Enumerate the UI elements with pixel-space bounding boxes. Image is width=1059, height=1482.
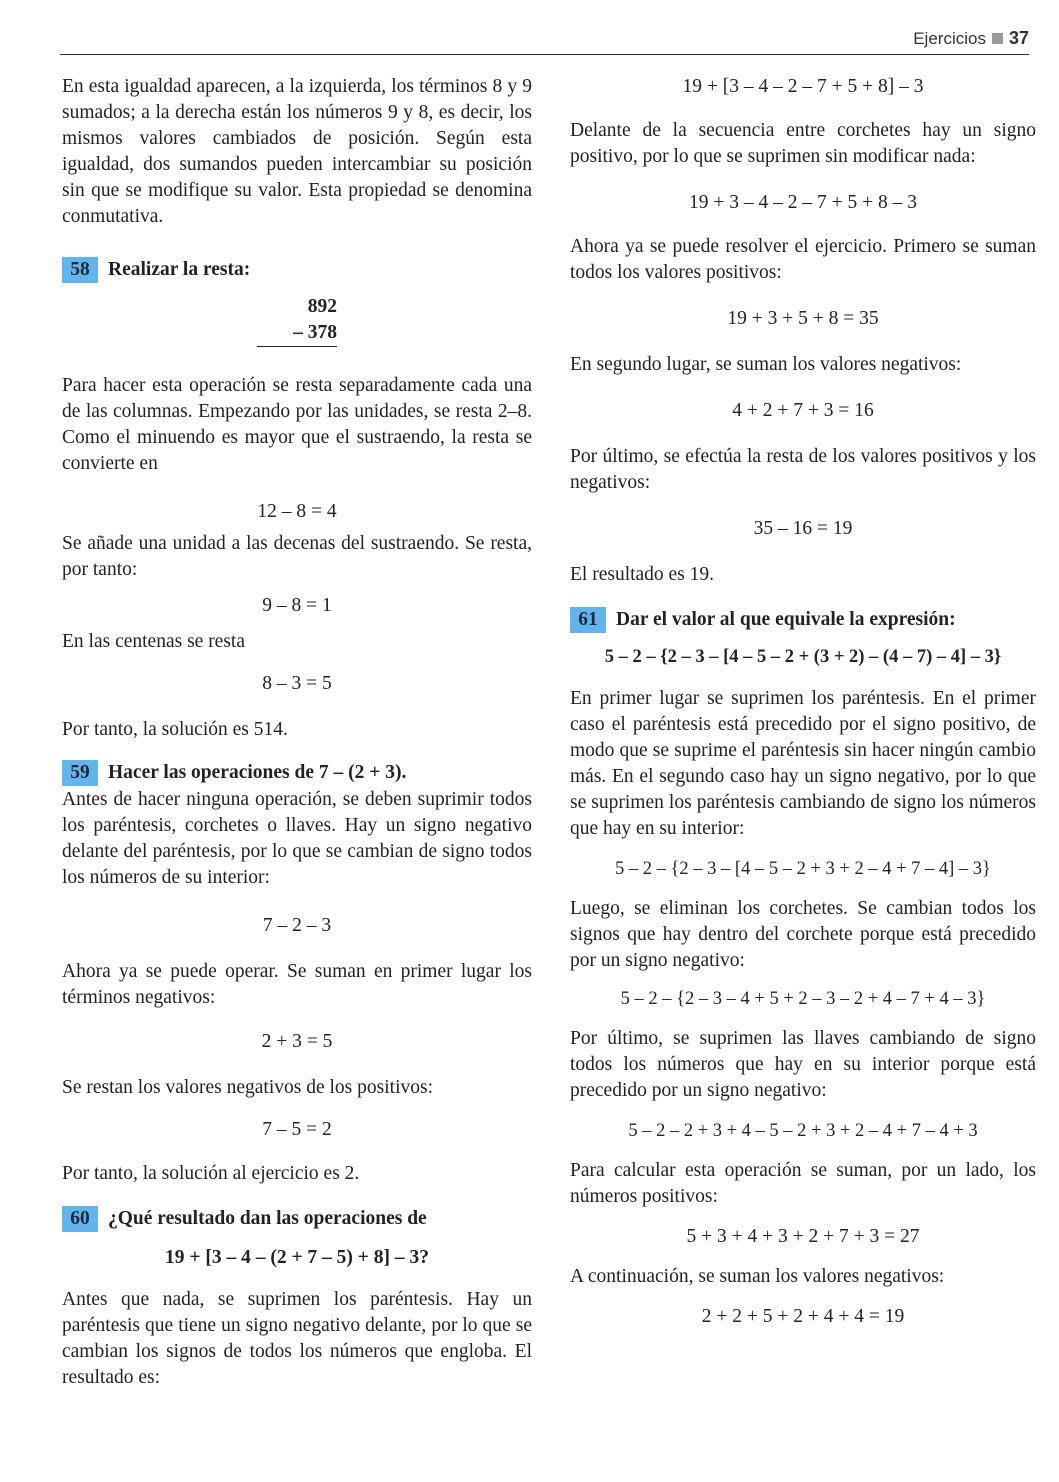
- exercise-expression: 5 – 2 – {2 – 3 – [4 – 5 – 2 + (3 + 2) – (4 – 7) – 4] – 3}: [604, 647, 1002, 667]
- exercise-59-title: [62, 759, 532, 787]
- equation: 19 + 3 – 4 – 2 – 7 + 5 + 8 – 3: [689, 192, 917, 213]
- exercise-number-badge: 61: [570, 607, 606, 633]
- header-label: [913, 28, 1029, 49]
- square-icon: [992, 33, 1003, 44]
- equation: 5 – 2 – {2 – 3 – 4 + 5 + 2 – 3 – 2 + 4 – 7 + 4 – 3}: [620, 989, 986, 1009]
- equation: 5 – 2 – 2 + 3 + 4 – 5 – 2 + 3 + 2 – 4 + 7 – 4 + 3: [628, 1121, 978, 1141]
- equation: 8 – 3 = 5: [262, 673, 332, 694]
- equation: 19 + 3 + 5 + 8 = 35: [727, 308, 879, 329]
- page-header: [60, 24, 1029, 55]
- paragraph: Antes de hacer ninguna operación, se deben suprimir todos los paréntesis, corchetes o llaves. Hay un signo negativo delante del paréntesis, por lo que se cambian de signo todos los números de su interior:: [62, 789, 532, 888]
- exercise-title-text: Realizar la resta:: [108, 259, 251, 280]
- paragraph: Luego, se eliminan los corchetes. Se cambian todos los signos que hay dentro del corchete porque está precedido por un signo negativo:: [570, 898, 1036, 971]
- exercise-number-badge: 60: [62, 1206, 98, 1232]
- paragraph: Delante de la secuencia entre corchetes hay un signo positivo, por lo que se suprimen sin modificar nada:: [570, 120, 1036, 167]
- equation: 7 – 5 = 2: [262, 1119, 332, 1140]
- equation: 35 – 16 = 19: [753, 518, 853, 539]
- exercise-number-badge: 58: [62, 257, 98, 283]
- right-column: [570, 74, 1036, 1330]
- equation: 19 + [3 – 4 – 2 – 7 + 5 + 8] – 3: [682, 76, 924, 97]
- paragraph: Ahora ya se puede resolver el ejercicio. Primero se suman todos los valores positivos:: [570, 236, 1036, 283]
- paragraph: El resultado es 19.: [570, 564, 715, 585]
- subtrahend: – 378: [257, 320, 337, 347]
- paragraph: Para calcular esta operación se suman, por un lado, los números positivos:: [570, 1160, 1036, 1207]
- exercise-61-title: [570, 606, 1036, 634]
- intro-paragraph: En esta igualdad aparecen, a la izquierda, los términos 8 y 9 sumados; a la derecha están los números 9 y 8, es decir, los mismos valores cambiados de posición. Según esta igualdad, dos sumandos pueden intercambiar su posición sin que se modifique su valor. Esta propiedad se denomina conmutativa.: [62, 76, 532, 227]
- equation: 5 + 3 + 4 + 3 + 2 + 7 + 3 = 27: [686, 1226, 920, 1247]
- paragraph: En segundo lugar, se suman los valores negativos:: [570, 354, 962, 375]
- exercise-title-text: ¿Qué resultado dan las operaciones de: [108, 1208, 427, 1229]
- minuend: 892: [307, 296, 337, 317]
- paragraph: Se añade una unidad a las decenas del sustraendo. Se resta, por tanto:: [62, 533, 532, 580]
- page-number: 37: [1008, 28, 1029, 48]
- equation: 12 – 8 = 4: [257, 501, 337, 522]
- paragraph: En las centenas se resta: [62, 631, 246, 652]
- paragraph: En primer lugar se suprimen los paréntesis. En el primer caso el paréntesis está precedido por el signo positivo, de modo que se suprime el paréntesis sin hacer ningún cambio más. En el segundo caso hay un signo negativo, por lo que se suprimen los paréntesis cambiando de signo los números que hay en su interior:: [570, 688, 1036, 839]
- exercise-title-text: Dar el valor al que equivale la expresión:: [616, 609, 956, 630]
- equation: 4 + 2 + 7 + 3 = 16: [732, 400, 874, 421]
- paragraph: Por último, se suprimen las llaves cambiando de signo todos los números que hay en su interior porque está precedido por un signo negativo:: [570, 1028, 1036, 1101]
- paragraph: Por tanto, la solución al ejercicio es 2.: [62, 1163, 360, 1184]
- paragraph: A continuación, se suman los valores negativos:: [570, 1266, 945, 1287]
- paragraph: Por tanto, la solución es 514.: [62, 719, 288, 740]
- section-name: Ejercicios: [913, 29, 986, 48]
- left-column: [62, 74, 532, 1391]
- paragraph: Para hacer esta operación se resta separadamente cada una de las columnas. Empezando por las unidades, se resta 2–8. Como el minuendo es mayor que el sustraendo, la resta se convierte en: [62, 375, 532, 474]
- equation: 5 – 2 – {2 – 3 – [4 – 5 – 2 + 3 + 2 – 4 + 7 – 4] – 3}: [615, 859, 991, 879]
- paragraph: Por último, se efectúa la resta de los valores positivos y los negativos:: [570, 446, 1036, 493]
- equation: 2 + 2 + 5 + 2 + 4 + 4 = 19: [701, 1306, 905, 1327]
- paragraph: Se restan los valores negativos de los positivos:: [62, 1077, 433, 1098]
- exercise-58-title: [62, 256, 532, 284]
- equation: 9 – 8 = 1: [262, 595, 332, 616]
- subtraction-block: [257, 294, 337, 347]
- equation: 2 + 3 = 5: [261, 1031, 333, 1052]
- paragraph: Ahora ya se puede operar. Se suman en primer lugar los términos negativos:: [62, 961, 532, 1008]
- exercise-expression: 19 + [3 – 4 – (2 + 7 – 5) + 8] – 3?: [164, 1247, 430, 1268]
- exercise-number-badge: 59: [62, 760, 98, 786]
- exercise-60-title: [62, 1205, 532, 1233]
- exercise-title-text: Hacer las operaciones de 7 – (2 + 3).: [108, 762, 407, 783]
- paragraph: Antes que nada, se suprimen los paréntesis. Hay un paréntesis que tiene un signo negativo delante, por lo que se cambian los signos de todos los números que engloba. El resultado es:: [62, 1289, 532, 1388]
- equation: 7 – 2 – 3: [262, 915, 332, 936]
